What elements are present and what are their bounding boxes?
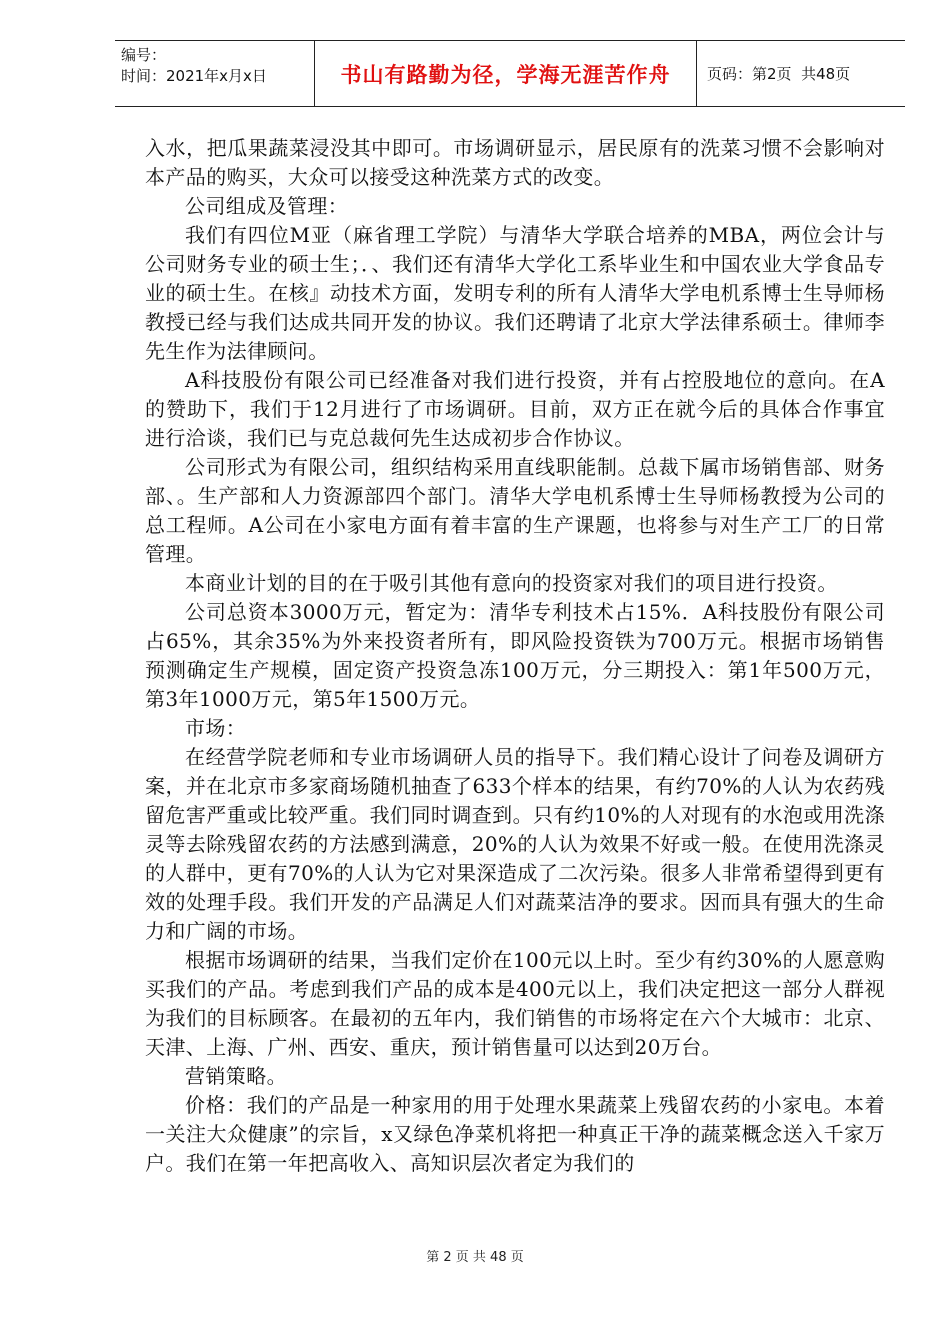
paragraph: 在经营学院老师和专业市场调研人员的指导下。我们精心设计了问卷及调研方案，并在北京市多家商场随机抽查了633个样本的结果，有约70%的人认为农药残留危害严重或比较严重。我们同时调查到。只有约10%的人对现有的水泡或用洗涤灵等去除残留农药的方法感到满意，20%的人认为效果不好或一般。在使用洗涤灵的人群中，更有70%的人认为它对果深造成了二次污染。很多人非常希望得到更有效的处理手段。我们开发的产品满足人们对蔬菜洁净的要求。因而具有强大的生命力和广阔的市场。 [145,745,885,943]
paragraph: A科技股份有限公司已经准备对我们进行投资，并有占控股地位的意向。在A的赞助下，我们于12月进行了市场调研。目前，双方正在就今后的具体合作事宜进行洽谈，我们已与克总裁何先生达成初步合作协议。 [145,368,885,450]
section-heading-marketing: 营销策略。 [185,1064,287,1088]
paragraph: 价格：我们的产品是一种家用的用于处理水果蔬菜上残留农药的小家电。本着一关注大众健康”的宗旨，x又绿色净菜机将把一种真正干净的蔬菜概念送入千家万户。我们在第一年把高收入、高知识层次者定为我们的 [145,1093,885,1175]
header-meta [115,41,315,106]
paragraph: 根据市场调研的结果，当我们定价在100元以上时。至少有约30%的人愿意购买我们的产品。考虑到我们产品的成本是400元以上，我们决定把这一部分人群视为我们的目标顾客。在最初的五年内，我们销售的市场将定在六个大城市：北京、天津、上海、广州、西安、重庆，预计销售量可以达到20万台。 [145,948,885,1059]
section-heading-market: 市场： [185,716,247,740]
document-date-label: 时间：2021年x月x日 [121,67,267,85]
document-number-label: 编号： [121,46,167,64]
paragraph: 本商业计划的目的在于吸引其他有意向的投资家对我们的项目进行投资。 [185,571,838,595]
header-motto: 书山有路勤为径，学海无涯苦作舟 [315,41,697,106]
paragraph: 我们有四位M亚（麻省理工学院）与清华大学联合培养的MBA，两位会计与公司财务专业的硕士生；．、我们还有清华大学化工系毕业生和中国农业大学食品专业的硕士生。在核』动技术方面，发明专利的所有人清华大学电机系博士生导师杨教授已经与我们达成共同开发的协议。我们还聘请了北京大学法律系硕士。律师李先生作为法律顾问。 [145,223,885,363]
page-footer: 第 2 页 共 48 页 [426,1250,524,1265]
header-page-label: 页码：第2页 共48页 [707,65,851,83]
paragraph: 入水，把瓜果蔬菜浸没其中即可。市场调研显示，居民原有的洗菜习惯不会影响对本产品的购买，大众可以接受这种洗菜方式的改变。 [145,136,885,189]
page-header [115,40,905,107]
paragraph: 公司形式为有限公司，组织结构采用直线职能制。总裁下属市场销售部、财务部、。生产部和人力资源部四个部门。清华大学电机系博士生导师杨教授为公司的总工程师。A公司在小家电方面有着丰富的生产课题，也将参与对生产工厂的日常管理。 [145,455,885,566]
header-page-info [697,41,905,106]
document-body [145,134,885,1178]
paragraph: 公司总资本3000万元，暂定为：清华专利技术占15%．A科技股份有限公司占65%，其余35%为外来投资者所有，即风险投资铁为700万元。根据市场销售预测确定生产规模，固定资产投资急冻100万元，分三期投入：第1年500万元，第3年1000万元，第5年1500万元。 [145,600,885,711]
section-heading-company: 公司组成及管理： [185,194,349,218]
